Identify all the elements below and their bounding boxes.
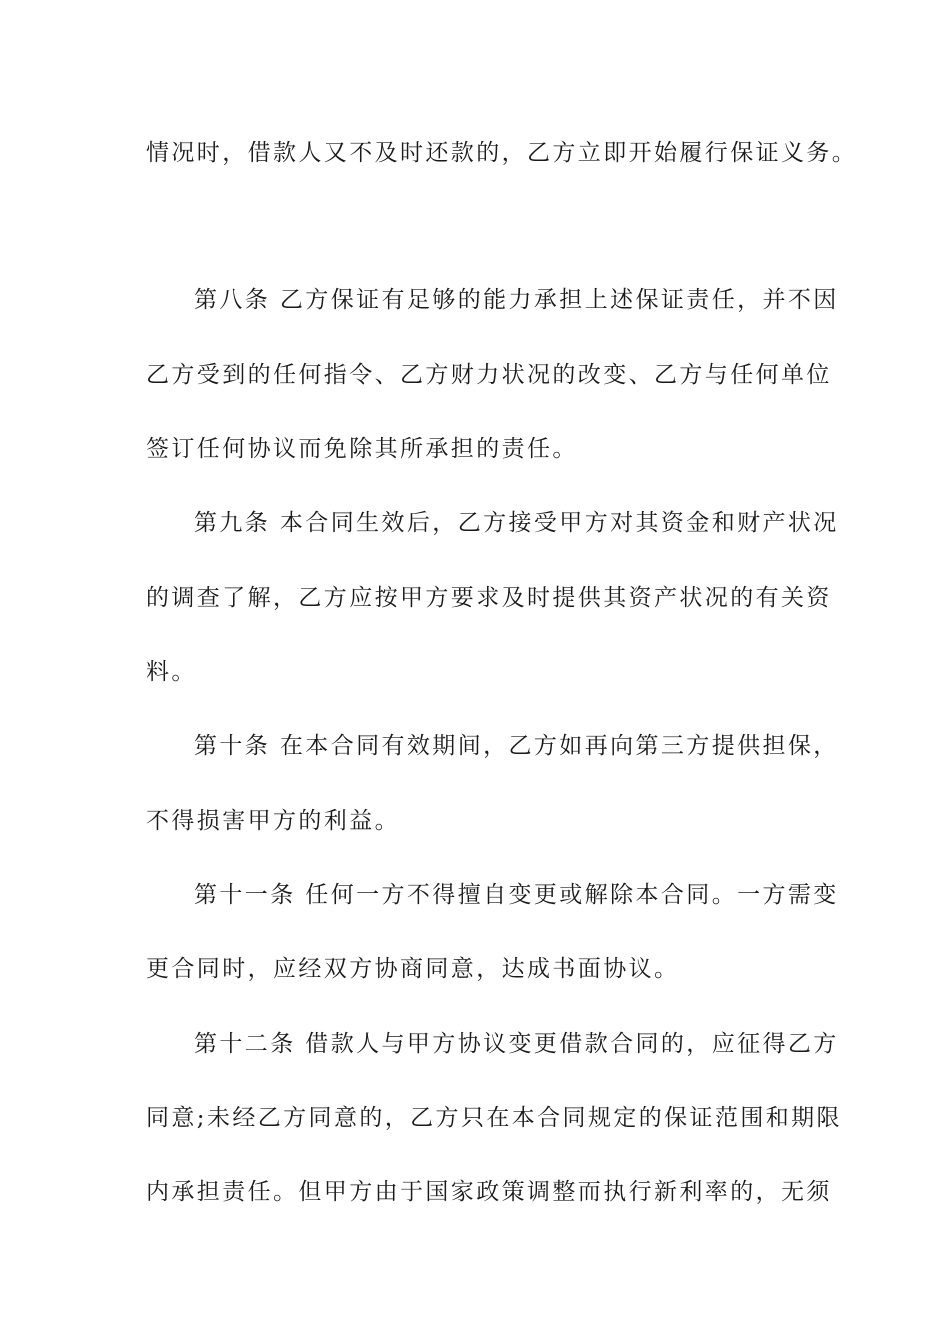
text-line-article10-start: 第十条 在本合同有效期间，乙方如再向第三方提供担保， [194, 733, 839, 759]
text-line-article8-cont: 乙方受到的任何指令、乙方财力状况的改变、乙方与任何单位 [146, 362, 832, 388]
text-line-article7-end: 情况时，借款人又不及时还款的，乙方立即开始履行保证义务。 [146, 140, 858, 166]
text-line-article9-start: 第九条 本合同生效后，乙方接受甲方对其资金和财产状况 [194, 510, 839, 536]
text-line-article12-cont2: 内承担责任。但甲方由于国家政策调整而执行新利率的，无须 [146, 1179, 832, 1205]
text-line-article12-start: 第十二条 借款人与甲方协议变更借款合同的，应征得乙方 [194, 1031, 839, 1057]
text-line-article11-end: 更合同时，应经双方协商同意，达成书面协议。 [146, 956, 680, 982]
text-line-article8-start: 第八条 乙方保证有足够的能力承担上述保证责任，并不因 [194, 287, 839, 313]
text-line-article10-end: 不得损害甲方的利益。 [146, 808, 400, 834]
text-line-article9-cont: 的调查了解，乙方应按甲方要求及时提供其资产状况的有关资 [146, 585, 832, 611]
text-line-article8-end: 签订任何协议而免除其所承担的责任。 [146, 436, 578, 462]
text-line-article11-start: 第十一条 任何一方不得擅自变更或解除本合同。一方需变 [194, 882, 839, 908]
text-line-article9-end: 料。 [146, 659, 197, 685]
text-line-article12-cont: 同意;未经乙方同意的，乙方只在本合同规定的保证范围和期限 [146, 1105, 842, 1131]
